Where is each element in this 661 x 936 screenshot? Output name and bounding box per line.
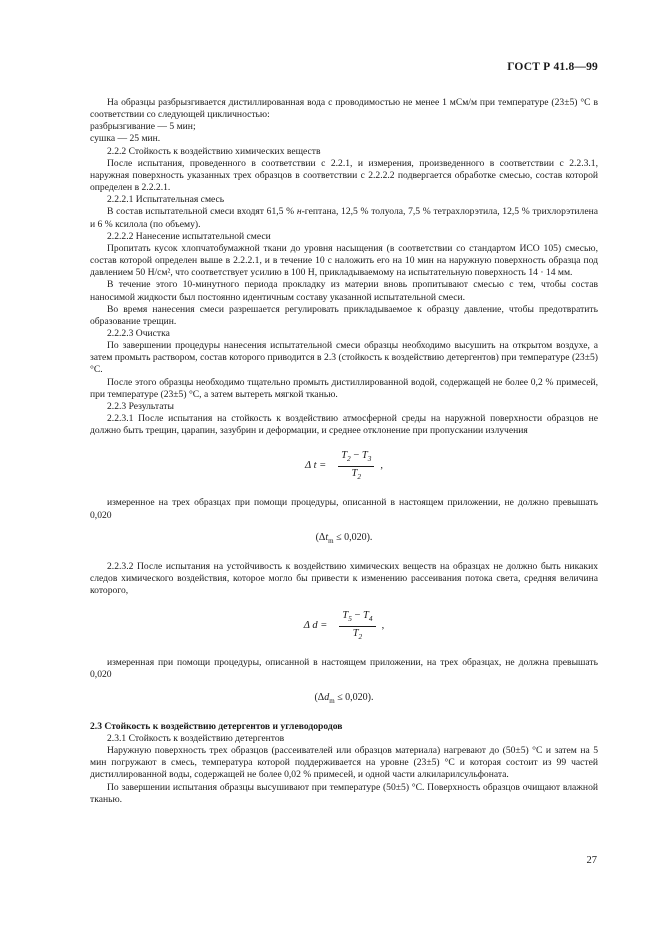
section-heading: 2.3.1 Стойкость к воздействию детергентов xyxy=(107,732,285,744)
cond-sub: m xyxy=(329,696,335,705)
formula-delta-d xyxy=(90,607,598,645)
paragraph: 2.2.3.1 После испытания на стойкость к воздействию атмосферной среды на наружной поверхности образцов не должно быть трещин, царапин, зазубрин и деформации, и среднее отклонение при пропускании излучения xyxy=(90,413,598,437)
section-heading: 2.2.2.3 Очистка xyxy=(107,327,170,339)
formula-delta-t xyxy=(90,447,598,485)
paragraph-text: -гептана, 12,5 % толуола, 7,5 % тетрахлорэтила, 12,5 % трихлорэтилена и 6 % ксилола (по объему). xyxy=(90,206,598,230)
var: T xyxy=(351,467,358,479)
formula-fraction xyxy=(338,450,374,484)
fraction-numerator xyxy=(339,610,375,627)
var: T xyxy=(363,609,369,621)
paragraph xyxy=(90,206,598,230)
var: T xyxy=(342,609,349,621)
cond-rest: ≤ 0,020). xyxy=(333,531,373,543)
paragraph: измеренное на трех образцах при помощи процедуры, описанной в настоящем приложении, не должно превышать 0,020 xyxy=(90,497,598,521)
section-heading: 2.2.2.2 Нанесение испытательной смеси xyxy=(107,230,271,242)
fraction-denominator xyxy=(352,467,362,483)
operator: − xyxy=(351,609,364,621)
section-heading-bold: 2.3 Стойкость к воздействию детергентов и углеводородов xyxy=(90,720,343,732)
cond-sub: m xyxy=(328,536,334,545)
subscript: 2 xyxy=(357,471,362,481)
paragraph-text: В состав испытательной смеси входят 61,5 % xyxy=(107,206,297,218)
cond-open: (Δ xyxy=(314,691,325,703)
paragraph: Во время нанесения смеси разрешается регулировать прикладываемое к образцу давление, чтобы предотвратить образование трещин. xyxy=(90,303,598,327)
formula-tail: , xyxy=(380,460,384,472)
paragraph: 2.2.3.2 После испытания на устойчивость к воздействию химических веществ на образцах не должно быть никаких следов химического воздействия, которое могло бы привести к изменению рассеивания потока света, средняя величина которого, xyxy=(90,560,598,597)
var: T xyxy=(361,449,368,461)
subscript: 2 xyxy=(347,453,351,463)
document-code-header: ГОСТ Р 41.8—99 xyxy=(507,61,598,73)
var: T xyxy=(341,449,348,461)
section-heading: 2.2.3 Результаты xyxy=(107,400,174,412)
cond-rest: ≤ 0,020). xyxy=(334,691,374,703)
paragraph: На образцы разбрызгивается дистиллированная вода с проводимостью не менее 1 мСм/м при температуре (23±5) °С в соответствии со следующей цикличностью: xyxy=(90,97,598,121)
paragraph: По завершении испытания образцы высушивают при температуре (50±5) °С. Поверхность образцов очищают влажной тканью. xyxy=(90,781,598,805)
formula-lhs: Δ d = xyxy=(303,620,328,632)
paragraph: В течение этого 10-минутного периода прокладку из материи вновь пропитывают смесью с тем, чтобы состав наносимой жидкости был постоянно идентичным составу указанной испытательной смеси. xyxy=(90,279,598,303)
paragraph: измеренная при помощи процедуры, описанной в настоящем приложении, на трех образцах, не должна превышать 0,020 xyxy=(90,657,598,681)
paragraph: сушка — 25 мин. xyxy=(90,133,161,145)
cond-var: d xyxy=(324,691,330,703)
paragraph: По завершении процедуры нанесения испытательной смеси образцы необходимо высушить на открытом воздухе, а затем промыть раствором, состав которого приводится в 2.3 (стойкость к воздействию детергентов) при температуре (23±5) °С. xyxy=(90,340,598,376)
paragraph: Пропитать кусок хлопчатобумажной ткани до уровня насыщения (в соответствии со стандартом ИСО 105) смесью, состав которой определен выше в 2.2.2.1, и в течение 10 с наложить его на 10 мин на наружную поверхность образца под давлением 50 Н/см², что соответствует усилию в 100 Н, прикладываемому на испытательную поверхность 14 · 14 мм. xyxy=(90,242,598,279)
formula-fraction xyxy=(339,610,375,644)
operator: − xyxy=(350,449,362,461)
subscript: 5 xyxy=(348,613,352,623)
paragraph: Наружную поверхность трех образцов (рассеивателей или образцов материала) нагревают до (50±5) °С и затем на 5 мин погружают в смесь, температура которой поддерживается на уровне (23±5) °С и которая состоит из 99 частей дистиллированной воды, содержащей не более 0,02 % примесей, и одной части алкиларилсульфоната. xyxy=(90,745,598,781)
section-heading: 2.2.2.1 Испытательная смесь xyxy=(107,194,225,206)
italic-text: н xyxy=(296,206,302,218)
condition-delta-d xyxy=(90,692,598,707)
paragraph: После этого образцы необходимо тщательно промыть дистиллированной водой, содержащей не более 0,2 % примесей, при температуре (23±5) °С, а затем вытереть мягкой тканью. xyxy=(90,376,598,400)
var: T xyxy=(352,627,359,639)
subscript: 2 xyxy=(358,631,363,641)
paragraph: разбрызгивание — 5 мин; xyxy=(90,121,196,133)
formula-tail: , xyxy=(381,620,385,632)
cond-var: t xyxy=(325,531,329,543)
subscript: 3 xyxy=(367,453,372,463)
formula-lhs: Δ t = xyxy=(304,460,327,472)
section-heading: 2.2.2 Стойкость к воздействию химических веществ xyxy=(107,145,321,157)
paragraph: После испытания, проведенного в соответствии с 2.2.1, и измерения, произведенного в соответствии с 2.2.3.1, наружная поверхность указанных трех образцов в соответствии с 2.2.2.2 подвергается обработке смесью, состав которой определен в 2.2.2.1. xyxy=(90,157,598,194)
fraction-numerator xyxy=(338,450,374,467)
subscript: 4 xyxy=(368,613,373,623)
page-number: 27 xyxy=(586,855,597,866)
cond-open: (Δ xyxy=(315,531,326,543)
fraction-denominator xyxy=(353,627,363,643)
document-body xyxy=(90,97,598,806)
condition-delta-t xyxy=(90,532,598,547)
